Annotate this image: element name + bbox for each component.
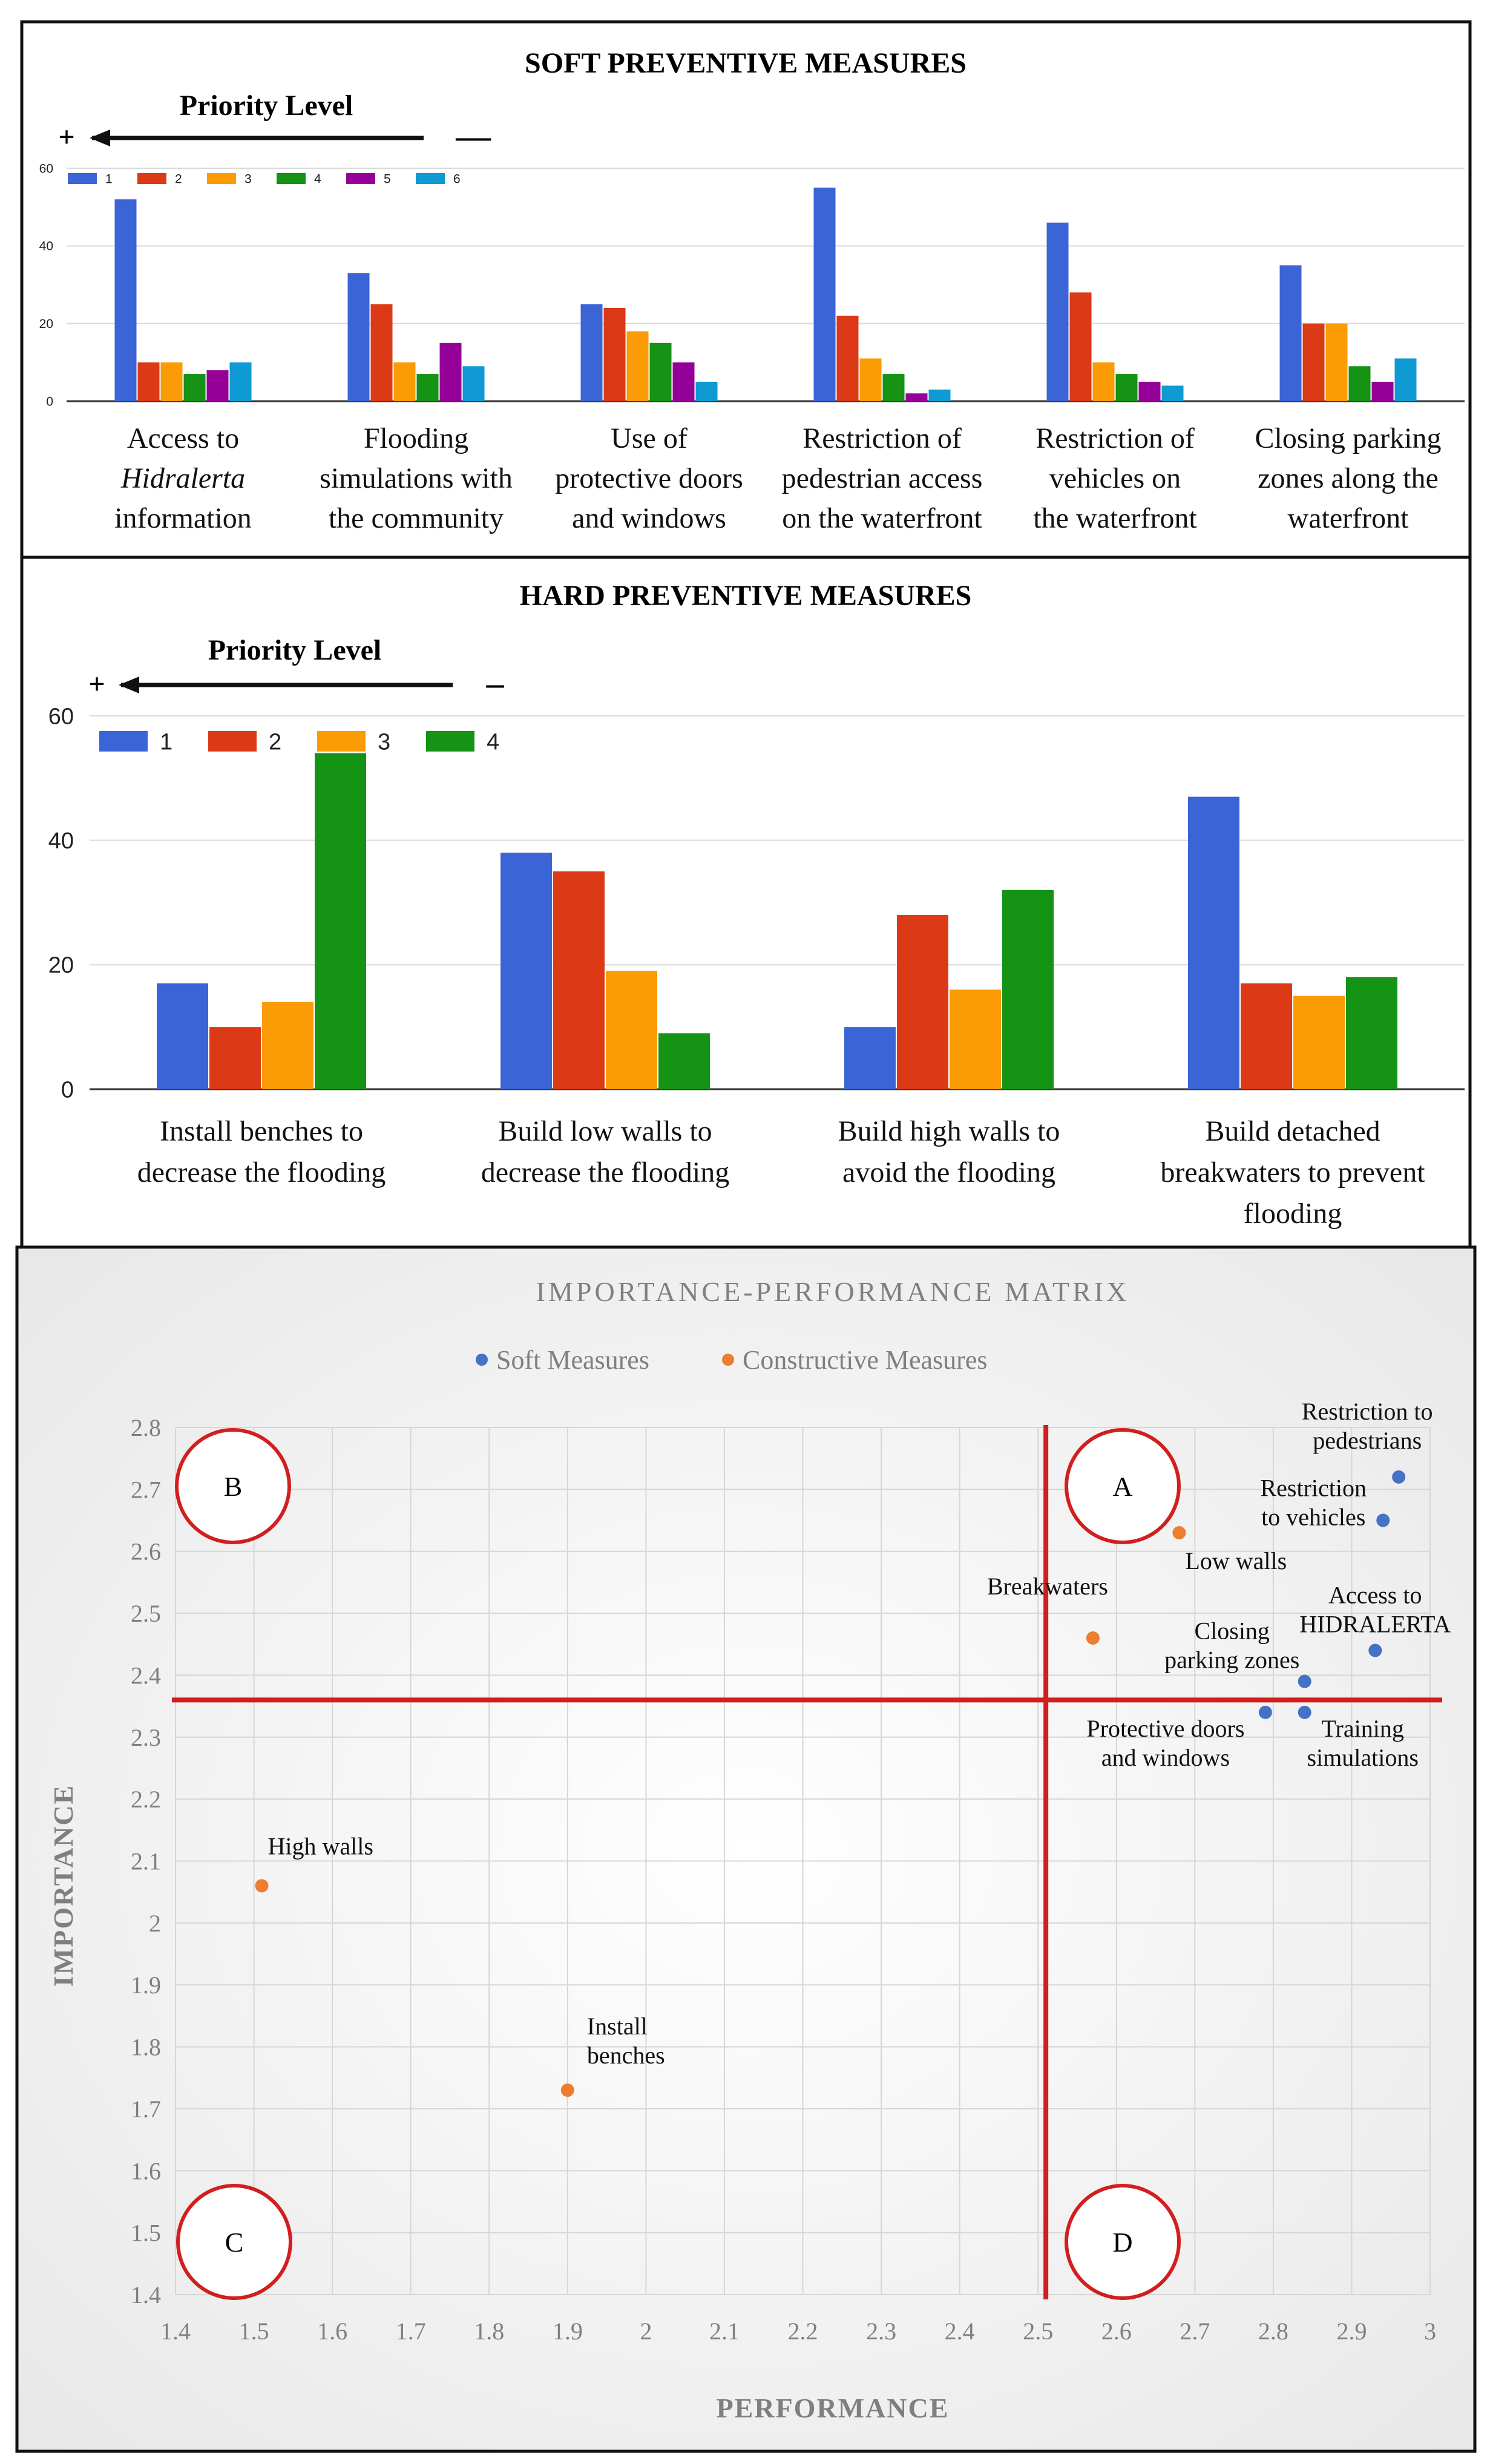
bar — [814, 188, 836, 401]
x-tick-label: 1.4 — [160, 2318, 191, 2345]
bar — [463, 366, 485, 401]
bar — [161, 362, 183, 401]
category-label: Build low walls to — [498, 1115, 712, 1147]
legend-label: 6 — [453, 172, 461, 186]
point-label: Restriction to — [1301, 1397, 1433, 1425]
legend-label: 2 — [175, 172, 182, 186]
y-tick-label: 2.3 — [131, 1723, 161, 1751]
bar — [1326, 324, 1348, 401]
y-tick-label: 2.5 — [131, 1600, 161, 1628]
bar — [906, 393, 928, 401]
point-label: HIDRALERTA — [1299, 1610, 1451, 1638]
category-label: avoid the flooding — [842, 1156, 1055, 1188]
category-label: Use of — [611, 422, 688, 454]
x-tick-label: 3 — [1424, 2318, 1436, 2345]
point-label: High walls — [267, 1832, 373, 1860]
point-label: Low walls — [1185, 1547, 1287, 1575]
legend-swatch — [99, 731, 148, 752]
x-tick-label: 2.4 — [944, 2318, 975, 2345]
bar — [1070, 292, 1092, 401]
bar — [604, 308, 626, 401]
bar — [1162, 385, 1184, 401]
category-label: pedestrian access — [781, 462, 983, 494]
data-point — [1172, 1526, 1186, 1539]
data-point — [1376, 1514, 1390, 1527]
category-label: simulations with — [320, 462, 513, 494]
y-tick-label: 1.9 — [131, 1971, 161, 1999]
point-label: parking zones — [1164, 1646, 1300, 1674]
y-tick-label: 2.7 — [131, 1476, 161, 1504]
point-label: simulations — [1307, 1743, 1419, 1771]
bar — [417, 374, 439, 401]
x-tick-label: 2.9 — [1336, 2318, 1367, 2345]
category-label: protective doors — [555, 462, 743, 494]
bar — [207, 370, 229, 401]
bar — [371, 304, 393, 401]
category-label: decrease the flooding — [137, 1156, 386, 1188]
category-label: Build high walls to — [838, 1115, 1060, 1147]
quadrant-label: A — [1112, 1471, 1133, 1502]
bar — [230, 362, 252, 401]
priority-minus-sign: — — [456, 117, 491, 156]
legend-swatch — [68, 173, 97, 184]
bar — [658, 1033, 710, 1089]
y-axis-label: IMPORTANCE — [48, 1784, 79, 1987]
bar — [1346, 977, 1397, 1089]
y-tick-label: 60 — [48, 704, 74, 730]
legend-swatch — [416, 173, 445, 184]
y-tick-label: 1.5 — [131, 2219, 161, 2247]
x-axis-label: PERFORMANCE — [716, 2393, 950, 2423]
bar — [650, 343, 672, 401]
y-tick-label: 1.6 — [131, 2157, 161, 2185]
bar — [262, 1002, 313, 1089]
quadrant-label: B — [223, 1471, 243, 1502]
bar — [115, 199, 137, 401]
x-tick-label: 2.3 — [866, 2318, 897, 2345]
bar — [627, 332, 649, 402]
bar — [883, 374, 905, 401]
category-label: Build detached — [1205, 1115, 1380, 1147]
data-point — [1086, 1631, 1100, 1645]
y-tick-label: 2 — [149, 1909, 161, 1937]
y-tick-label: 20 — [48, 952, 74, 978]
bar — [1093, 362, 1115, 401]
point-label: Breakwaters — [986, 1573, 1108, 1601]
bar — [844, 1027, 896, 1089]
legend-label: 1 — [105, 172, 113, 186]
bar — [440, 343, 462, 401]
x-tick-label: 1.6 — [317, 2318, 348, 2345]
y-tick-label: 2.2 — [131, 1786, 161, 1814]
category-label: and windows — [572, 502, 726, 534]
bar — [1047, 223, 1069, 401]
bar — [929, 390, 951, 401]
bar — [696, 382, 718, 401]
point-label: and windows — [1101, 1743, 1230, 1771]
category-label: breakwaters to prevent — [1160, 1156, 1425, 1188]
bar — [1372, 382, 1394, 401]
category-label: vehicles on — [1049, 462, 1181, 494]
quadrant-label: C — [225, 2227, 244, 2258]
priority-minus-sign: – — [486, 664, 504, 703]
category-label: the community — [328, 502, 504, 534]
data-point — [1368, 1643, 1382, 1657]
bar — [157, 983, 208, 1089]
y-tick-label: 2.1 — [131, 1847, 161, 1875]
y-tick-label: 60 — [39, 162, 53, 176]
x-tick-label: 2.7 — [1180, 2318, 1210, 2345]
legend-label: 4 — [487, 729, 500, 755]
legend-marker — [476, 1354, 488, 1366]
x-tick-label: 2 — [640, 2318, 652, 2345]
bar — [1188, 797, 1239, 1089]
legend-label: 2 — [269, 729, 282, 755]
category-label: flooding — [1243, 1198, 1342, 1230]
x-tick-label: 1.7 — [395, 2318, 426, 2345]
category-label: decrease the flooding — [481, 1156, 730, 1188]
category-label: Restriction of — [1035, 422, 1195, 454]
category-label: Flooding — [363, 422, 469, 454]
bar — [860, 358, 882, 401]
legend-label: Soft Measures — [496, 1345, 649, 1375]
priority-plus-sign: + — [58, 121, 75, 153]
x-tick-label: 2.1 — [709, 2318, 740, 2345]
bar — [500, 853, 552, 1089]
point-label: Protective doors — [1086, 1714, 1245, 1742]
category-label: Closing parking — [1255, 422, 1442, 454]
legend-swatch — [317, 731, 366, 752]
x-tick-label: 2.8 — [1258, 2318, 1288, 2345]
point-label: to vehicles — [1261, 1503, 1366, 1531]
legend-swatch — [207, 173, 236, 184]
data-point — [255, 1879, 269, 1892]
data-point — [1392, 1470, 1405, 1484]
bar — [553, 871, 605, 1089]
bar — [1303, 324, 1325, 401]
y-tick-label: 40 — [48, 828, 74, 854]
y-tick-label: 2.6 — [131, 1538, 161, 1565]
bar — [1002, 890, 1054, 1089]
legend-swatch — [137, 173, 166, 184]
priority-level-label: Priority Level — [208, 634, 382, 666]
bar — [184, 374, 206, 401]
x-tick-label: 2.6 — [1101, 2318, 1132, 2345]
legend-label: 5 — [384, 172, 391, 186]
legend-swatch — [208, 731, 257, 752]
y-tick-label: 1.7 — [131, 2095, 161, 2123]
category-label: the waterfront — [1033, 502, 1197, 534]
bar — [1139, 382, 1161, 401]
point-label: benches — [586, 2042, 665, 2069]
y-tick-label: 2.8 — [131, 1414, 161, 1441]
y-tick-label: 0 — [61, 1077, 74, 1103]
x-tick-label: 1.8 — [474, 2318, 505, 2345]
legend-label: 3 — [378, 729, 391, 755]
point-label: Access to — [1328, 1581, 1422, 1609]
data-point — [1298, 1675, 1311, 1688]
category-label: waterfront — [1287, 502, 1409, 534]
point-label: Training — [1321, 1714, 1404, 1742]
category-label: Restriction of — [802, 422, 962, 454]
bar — [897, 915, 948, 1089]
bar — [138, 362, 160, 401]
chart-title: HARD PREVENTIVE MEASURES — [519, 580, 972, 612]
x-tick-label: 2.2 — [787, 2318, 818, 2345]
y-tick-label: 40 — [39, 239, 53, 254]
bar — [606, 971, 657, 1089]
bar — [673, 362, 695, 401]
point-label: Closing — [1194, 1617, 1270, 1645]
chart-title: SOFT PREVENTIVE MEASURES — [525, 47, 967, 79]
bar — [209, 1027, 261, 1089]
x-tick-label: 2.5 — [1023, 2318, 1054, 2345]
category-label: Access to — [126, 422, 240, 454]
x-tick-label: 1.9 — [552, 2318, 583, 2345]
priority-level-label: Priority Level — [179, 90, 353, 122]
y-tick-label: 2.4 — [131, 1662, 161, 1689]
bar — [315, 753, 366, 1089]
quadrant-label: D — [1112, 2227, 1133, 2258]
y-tick-label: 0 — [46, 395, 53, 409]
legend-marker — [722, 1354, 734, 1366]
legend-label: 4 — [314, 172, 321, 186]
legend-swatch — [426, 731, 474, 752]
bar — [1280, 265, 1302, 401]
priority-plus-sign: + — [88, 668, 105, 700]
category-label: Hidralerta — [120, 462, 246, 494]
y-tick-label: 1.4 — [131, 2281, 161, 2308]
y-tick-label: 20 — [39, 317, 53, 332]
legend-label: 3 — [245, 172, 252, 186]
point-label: pedestrians — [1313, 1426, 1422, 1454]
category-label: information — [114, 502, 252, 534]
bar — [1293, 996, 1345, 1089]
bar — [950, 989, 1001, 1089]
bar — [394, 362, 416, 401]
data-point — [561, 2083, 574, 2097]
bar — [1395, 358, 1417, 401]
category-label: on the waterfront — [782, 502, 982, 534]
category-label: Install benches to — [160, 1115, 363, 1147]
data-point — [1298, 1706, 1311, 1719]
data-point — [1259, 1706, 1272, 1719]
bar — [837, 316, 859, 401]
x-tick-label: 1.5 — [238, 2318, 269, 2345]
legend-label: 1 — [160, 729, 173, 755]
y-tick-label: 1.8 — [131, 2033, 161, 2061]
bar — [1349, 366, 1371, 401]
bar — [581, 304, 603, 401]
legend-label: Constructive Measures — [743, 1345, 988, 1375]
bar — [348, 273, 370, 401]
point-label: Restriction — [1260, 1474, 1367, 1502]
chart-title: IMPORTANCE-PERFORMANCE MATRIX — [536, 1276, 1130, 1307]
legend-swatch — [277, 173, 306, 184]
bar — [1241, 983, 1292, 1089]
point-label: Install — [586, 2013, 648, 2040]
legend-swatch — [346, 173, 375, 184]
category-label: zones along the — [1258, 462, 1439, 494]
bar — [1116, 374, 1138, 401]
